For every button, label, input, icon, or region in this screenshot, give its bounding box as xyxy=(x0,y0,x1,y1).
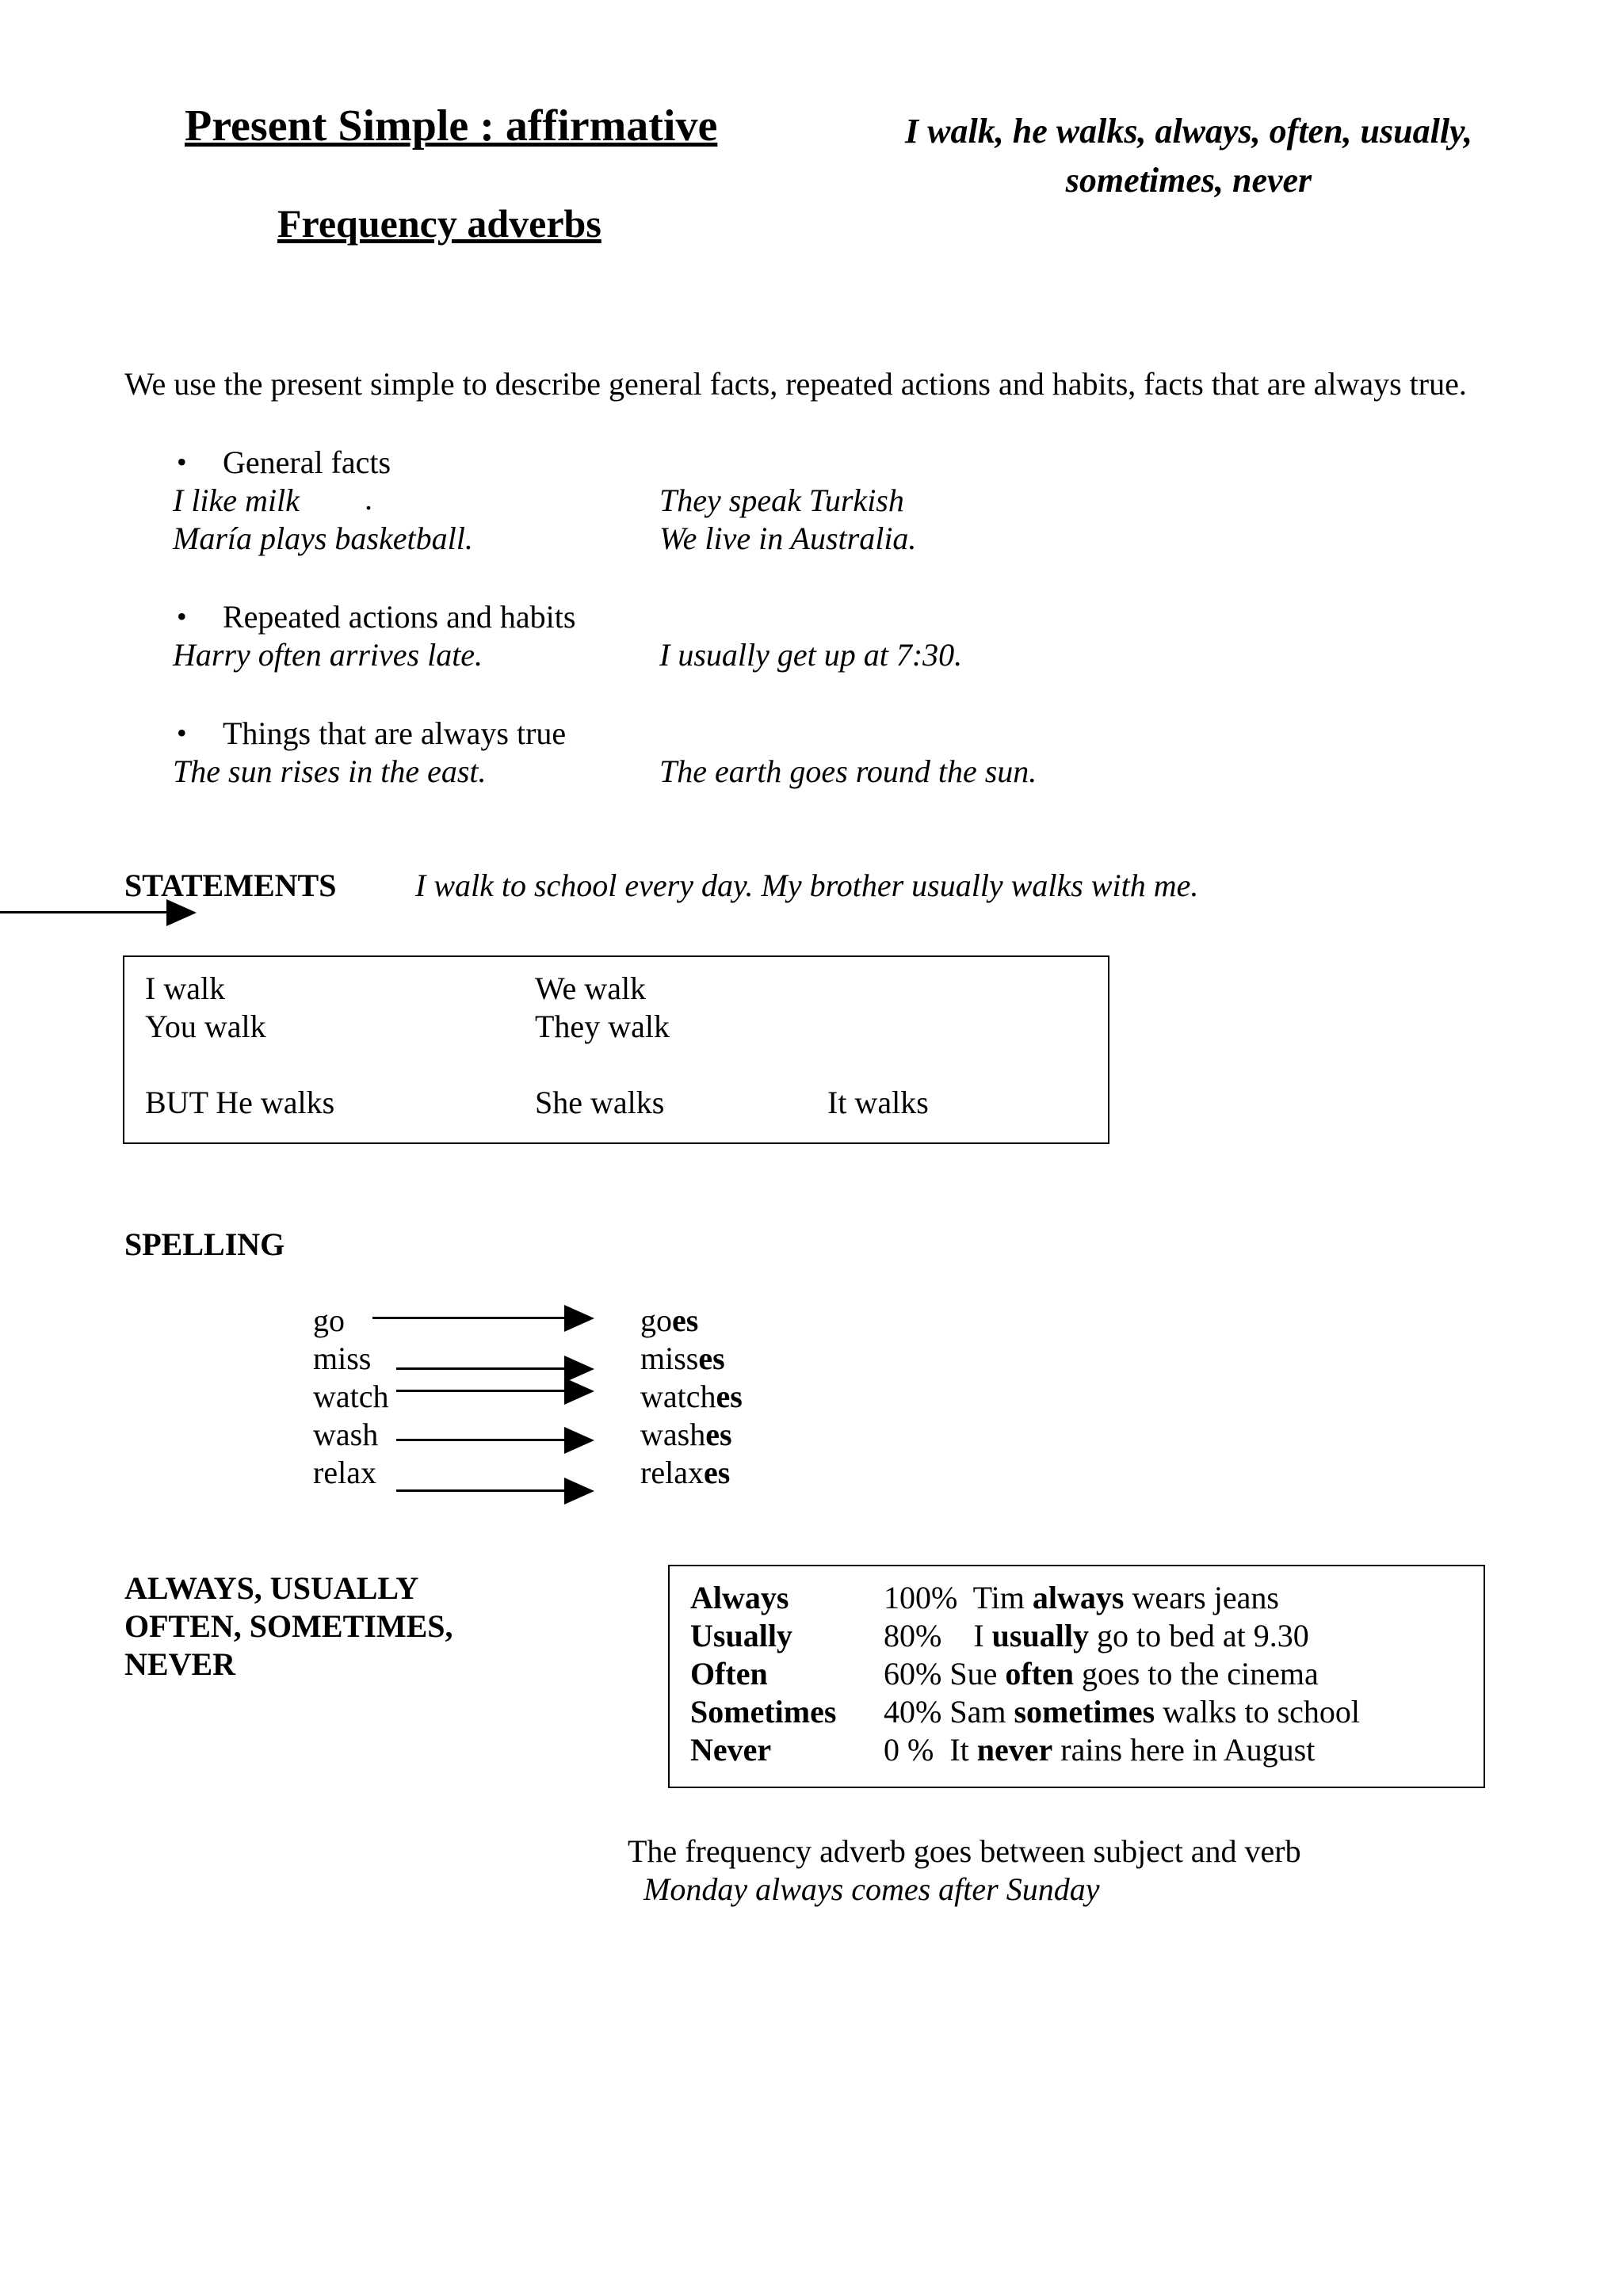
page-title: Present Simple : affirmative xyxy=(185,101,718,151)
arrow-shaft xyxy=(396,1489,566,1492)
use-heading-repeated-actions: • Repeated actions and habits xyxy=(223,598,575,635)
adverb-example: 60% Sue often goes to the cinema xyxy=(884,1656,1319,1691)
example-text: I like milk xyxy=(173,482,300,518)
adverb-label: Usually xyxy=(690,1618,792,1653)
spelling-ending: es xyxy=(698,1341,725,1376)
spelling-stem: wash xyxy=(640,1417,706,1452)
adverbs-table xyxy=(668,1565,1485,1788)
spelling-heading: SPELLING xyxy=(124,1226,285,1262)
intro-text: We use the present simple to describe general facts, repeated actions and habits, facts that are always true. xyxy=(124,366,1467,402)
spelling-result xyxy=(640,1454,730,1491)
adverb-example: 0 % It never rains here in August xyxy=(884,1732,1316,1768)
adverb-example: 100% Tim always wears jeans xyxy=(884,1580,1279,1615)
statements-heading: STATEMENTS xyxy=(124,868,337,903)
spelling-stem: miss xyxy=(640,1341,699,1376)
spelling-verb: wash xyxy=(313,1417,379,1452)
example-text: I usually get up at 7:30. xyxy=(659,637,963,673)
conjugation-box xyxy=(123,955,1109,1144)
header-summary-line1: I walk, he walks, always, often, usually, xyxy=(905,112,1472,151)
statements-example: I walk to school every day. My brother usually walks with me. xyxy=(415,868,1199,903)
spelling-result xyxy=(640,1340,725,1377)
adverb-example-column xyxy=(884,1579,1360,1769)
adverb-rule-example: Monday always comes after Sunday xyxy=(643,1871,1100,1907)
header-summary xyxy=(840,107,1537,205)
spelling-result xyxy=(640,1378,743,1415)
adverbs-heading xyxy=(124,1569,453,1684)
spelling-verb: miss xyxy=(313,1341,372,1376)
arrow-shaft xyxy=(0,911,168,913)
conjugation-cell: She walks xyxy=(535,1085,665,1120)
conjugation-cell: It walks xyxy=(827,1085,929,1120)
use-heading-always-true: • Things that are always true xyxy=(223,715,566,752)
arrow-shaft xyxy=(396,1390,566,1392)
example-text: Harry often arrives late. xyxy=(173,637,483,673)
conjugation-cell: You walk xyxy=(145,1009,266,1044)
arrowhead xyxy=(166,899,197,926)
conjugation-cell: We walk xyxy=(535,971,647,1006)
conjugation-cell: They walk xyxy=(535,1009,670,1044)
use-heading-general-facts: • General facts xyxy=(223,444,391,481)
adverb-label: Never xyxy=(690,1732,772,1768)
adverb-label: Often xyxy=(690,1656,768,1691)
spelling-ending: es xyxy=(672,1302,699,1338)
example-text: We live in Australia. xyxy=(659,521,917,556)
spelling-stem: watch xyxy=(640,1379,716,1414)
adverb-label: Always xyxy=(690,1580,789,1615)
arrowhead xyxy=(564,1305,594,1332)
spelling-result xyxy=(640,1416,732,1453)
example-text: María plays basketball. xyxy=(173,521,473,556)
spelling-ending: es xyxy=(703,1455,731,1490)
adverb-rule: The frequency adverb goes between subject and verb xyxy=(628,1833,1301,1869)
stray-dot: . xyxy=(365,481,372,517)
spelling-verb: watch xyxy=(313,1379,389,1414)
example-text: The sun rises in the east. xyxy=(173,753,487,789)
arrowhead xyxy=(564,1427,594,1454)
spelling-ending: es xyxy=(716,1379,743,1414)
arrow-shaft xyxy=(396,1367,566,1370)
spelling-ending: es xyxy=(705,1417,732,1452)
header-summary-line2: sometimes, never xyxy=(1065,161,1312,200)
adverbs-heading-line: ALWAYS, USUALLY xyxy=(124,1570,419,1606)
arrow-shaft xyxy=(372,1317,566,1319)
adverb-label: Sometimes xyxy=(690,1694,837,1730)
spelling-stem: go xyxy=(640,1302,672,1338)
spelling-result xyxy=(640,1302,698,1339)
arrowhead xyxy=(564,1478,594,1505)
adverbs-heading-line: NEVER xyxy=(124,1646,236,1682)
spelling-stem: relax xyxy=(640,1455,704,1490)
conjugation-cell: BUT He walks xyxy=(145,1085,335,1120)
conjugation-cell: I walk xyxy=(145,971,226,1006)
spelling-verb: go xyxy=(313,1302,345,1338)
adverb-example: 40% Sam sometimes walks to school xyxy=(884,1694,1361,1730)
adverb-example: 80% I usually go to bed at 9.30 xyxy=(884,1618,1309,1653)
adverb-column xyxy=(690,1579,836,1769)
spelling-verb: relax xyxy=(313,1455,376,1490)
adverbs-heading-line: OFTEN, SOMETIMES, xyxy=(124,1608,453,1644)
page-subtitle: Frequency adverbs xyxy=(277,201,601,246)
arrowhead xyxy=(564,1378,594,1405)
example-text: The earth goes round the sun. xyxy=(659,753,1037,789)
arrow-shaft xyxy=(396,1439,566,1441)
example-text: They speak Turkish xyxy=(659,482,904,518)
